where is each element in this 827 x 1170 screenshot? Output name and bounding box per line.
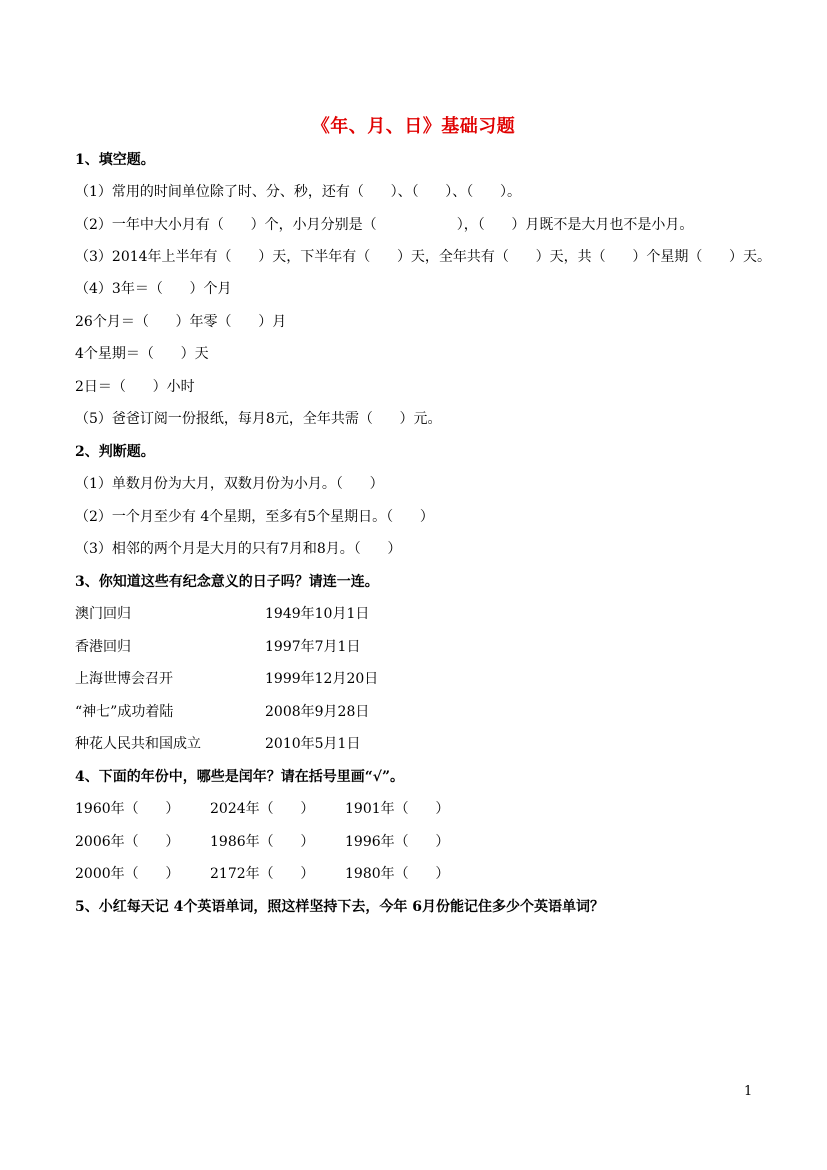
date-item: 2008年9月28日 (265, 704, 370, 720)
section2-heading: 2、判断题。 (75, 444, 155, 460)
section1-q5: （5）爸爸订阅一份报纸，每月8元，全年共需（ ）元。 (75, 411, 442, 427)
date-item: 1949年10月1日 (265, 606, 370, 622)
section3-heading: 3、你知道这些有纪念意义的日子吗？请连一连。 (75, 574, 379, 590)
leap-year-item: 1980年（ ） (345, 866, 450, 882)
section1-q4a: （4）3年＝（ ）个月 (75, 281, 232, 297)
page-number: 1 (744, 1084, 753, 1099)
section5-heading: 5、小红每天记 4个英语单词，照这样坚持下去，今年 6月份能记住多少个英语单词？ (75, 899, 604, 915)
event-item: “神七”成功着陆 (75, 704, 174, 720)
event-item: 上海世博会召开 (75, 671, 173, 687)
leap-year-item: 2006年（ ） (75, 834, 180, 850)
section2-q3: （3）相邻的两个月是大月的只有7月和8月。（ ） (75, 541, 402, 557)
date-item: 1999年12月20日 (265, 671, 379, 687)
section4-heading: 4、下面的年份中，哪些是闰年？请在括号里画“√”。 (75, 769, 405, 785)
section1-q4b: 26个月＝（ ）年零（ ）月 (75, 314, 287, 330)
section2-q2: （2）一个月至少有 4个星期，至多有5个星期日。（ ） (75, 509, 434, 525)
worksheet-title: 《年、月、日》基础习题 (311, 116, 516, 137)
section1-heading: 1、填空题。 (75, 152, 155, 168)
section1-q4d: 2日＝（ ）小时 (75, 379, 195, 395)
event-item: 澳门回归 (75, 606, 131, 622)
leap-year-item: 2024年（ ） (210, 801, 315, 817)
section1-q2: （2）一年中大小月有（ ）个，小月分别是（ ），（ ）月既不是大月也不是小月。 (75, 217, 694, 233)
leap-year-item: 1901年（ ） (345, 801, 450, 817)
leap-year-item: 1996年（ ） (345, 834, 450, 850)
leap-year-item: 1960年（ ） (75, 801, 180, 817)
leap-year-item: 2000年（ ） (75, 866, 180, 882)
section1-q3: （3）2014年上半年有（ ）天，下半年有（ ）天，全年共有（ ）天，共（ ）个星期（ ）天。 (75, 249, 772, 265)
leap-year-item: 1986年（ ） (210, 834, 315, 850)
date-item: 2010年5月1日 (265, 736, 361, 752)
section1-q4c: 4个星期＝（ ）天 (75, 346, 209, 362)
event-item: 香港回归 (75, 639, 131, 655)
leap-year-item: 2172年（ ） (210, 866, 315, 882)
event-item: 种花人民共和国成立 (75, 736, 201, 752)
section1-q1: （1）常用的时间单位除了时、分、秒，还有（ ）、（ ）、（ ）。 (75, 184, 522, 200)
section2-q1: （1）单数月份为大月，双数月份为小月。（ ） (75, 476, 384, 492)
date-item: 1997年7月1日 (265, 639, 361, 655)
